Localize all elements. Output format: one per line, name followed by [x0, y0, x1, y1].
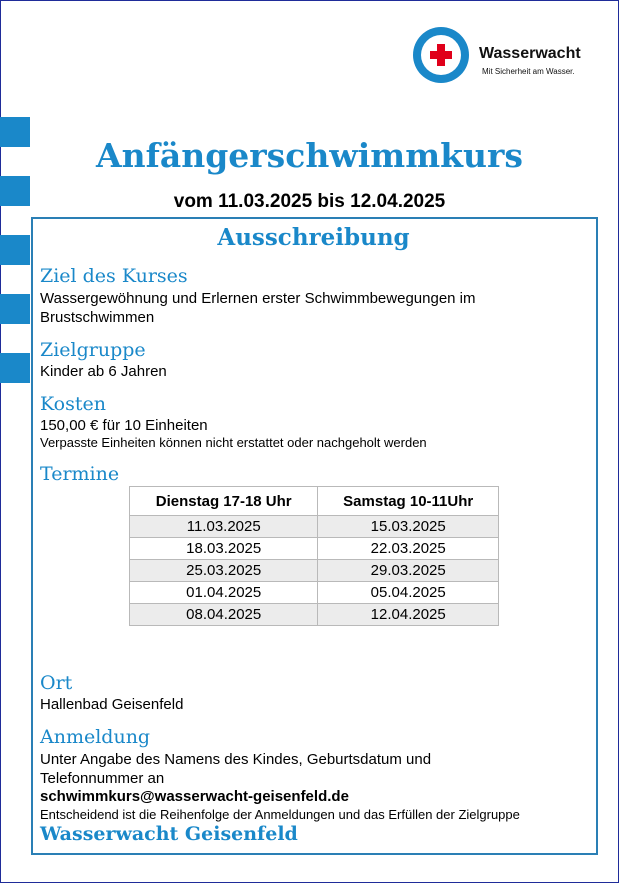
- costs-heading: Kosten: [40, 393, 106, 415]
- location-text: Hallenbad Geisenfeld: [40, 696, 184, 713]
- logo-name: Wasserwacht: [479, 45, 581, 62]
- tuesday-date: 25.03.2025: [130, 560, 318, 582]
- organization-footer: Wasserwacht Geisenfeld: [40, 823, 298, 845]
- goal-text-line2: Brustschwimmen: [40, 309, 155, 326]
- tuesday-date: 18.03.2025: [130, 538, 318, 560]
- location-heading: Ort: [40, 672, 73, 694]
- logo-slogan: Mit Sicherheit am Wasser.: [482, 67, 575, 76]
- saturday-date: 29.03.2025: [318, 560, 499, 582]
- registration-note: Entscheidend ist die Reihenfolge der Anmeldungen und das Erfüllen der Zielgruppe: [40, 807, 520, 822]
- page-title: Anfängerschwimmkurs: [96, 136, 523, 175]
- saturday-date: 22.03.2025: [318, 538, 499, 560]
- schedule-table: [129, 486, 499, 626]
- announcement-title: Ausschreibung: [217, 224, 410, 251]
- registration-text-line1: Unter Angabe des Namens des Kindes, Geburtsdatum und: [40, 751, 432, 768]
- table-row: [130, 538, 499, 560]
- table-row: [130, 560, 499, 582]
- saturday-date: 15.03.2025: [318, 516, 499, 538]
- registration-heading: Anmeldung: [40, 726, 151, 748]
- column-header-saturday: Samstag 10-11Uhr: [318, 487, 499, 516]
- costs-price: 150,00 € für 10 Einheiten: [40, 417, 208, 434]
- side-decoration-square: [0, 294, 30, 324]
- registration-text-line2: Telefonnummer an: [40, 770, 165, 787]
- column-header-tuesday: Dienstag 17-18 Uhr: [130, 487, 318, 516]
- saturday-date: 12.04.2025: [318, 604, 499, 626]
- target-group-text: Kinder ab 6 Jahren: [40, 363, 167, 380]
- wasserwacht-logo: [413, 27, 595, 89]
- table-row: [130, 582, 499, 604]
- table-row: [130, 604, 499, 626]
- tuesday-date: 11.03.2025: [130, 516, 318, 538]
- target-group-heading: Zielgruppe: [40, 339, 146, 361]
- tuesday-date: 01.04.2025: [130, 582, 318, 604]
- side-decoration-square: [0, 353, 30, 383]
- goal-text-line1: Wassergewöhnung und Erlernen erster Schwimmbewegungen im: [40, 290, 476, 307]
- goal-heading: Ziel des Kurses: [40, 265, 188, 287]
- saturday-date: 05.04.2025: [318, 582, 499, 604]
- table-row: [130, 516, 499, 538]
- costs-note: Verpasste Einheiten können nicht erstattet oder nachgeholt werden: [40, 435, 427, 450]
- dates-heading: Termine: [40, 463, 120, 485]
- tuesday-date: 08.04.2025: [130, 604, 318, 626]
- course-dates: vom 11.03.2025 bis 12.04.2025: [173, 191, 446, 212]
- registration-email-link[interactable]: schwimmkurs@wasserwacht-geisenfeld.de: [40, 788, 349, 805]
- red-cross-badge-icon: [413, 27, 469, 83]
